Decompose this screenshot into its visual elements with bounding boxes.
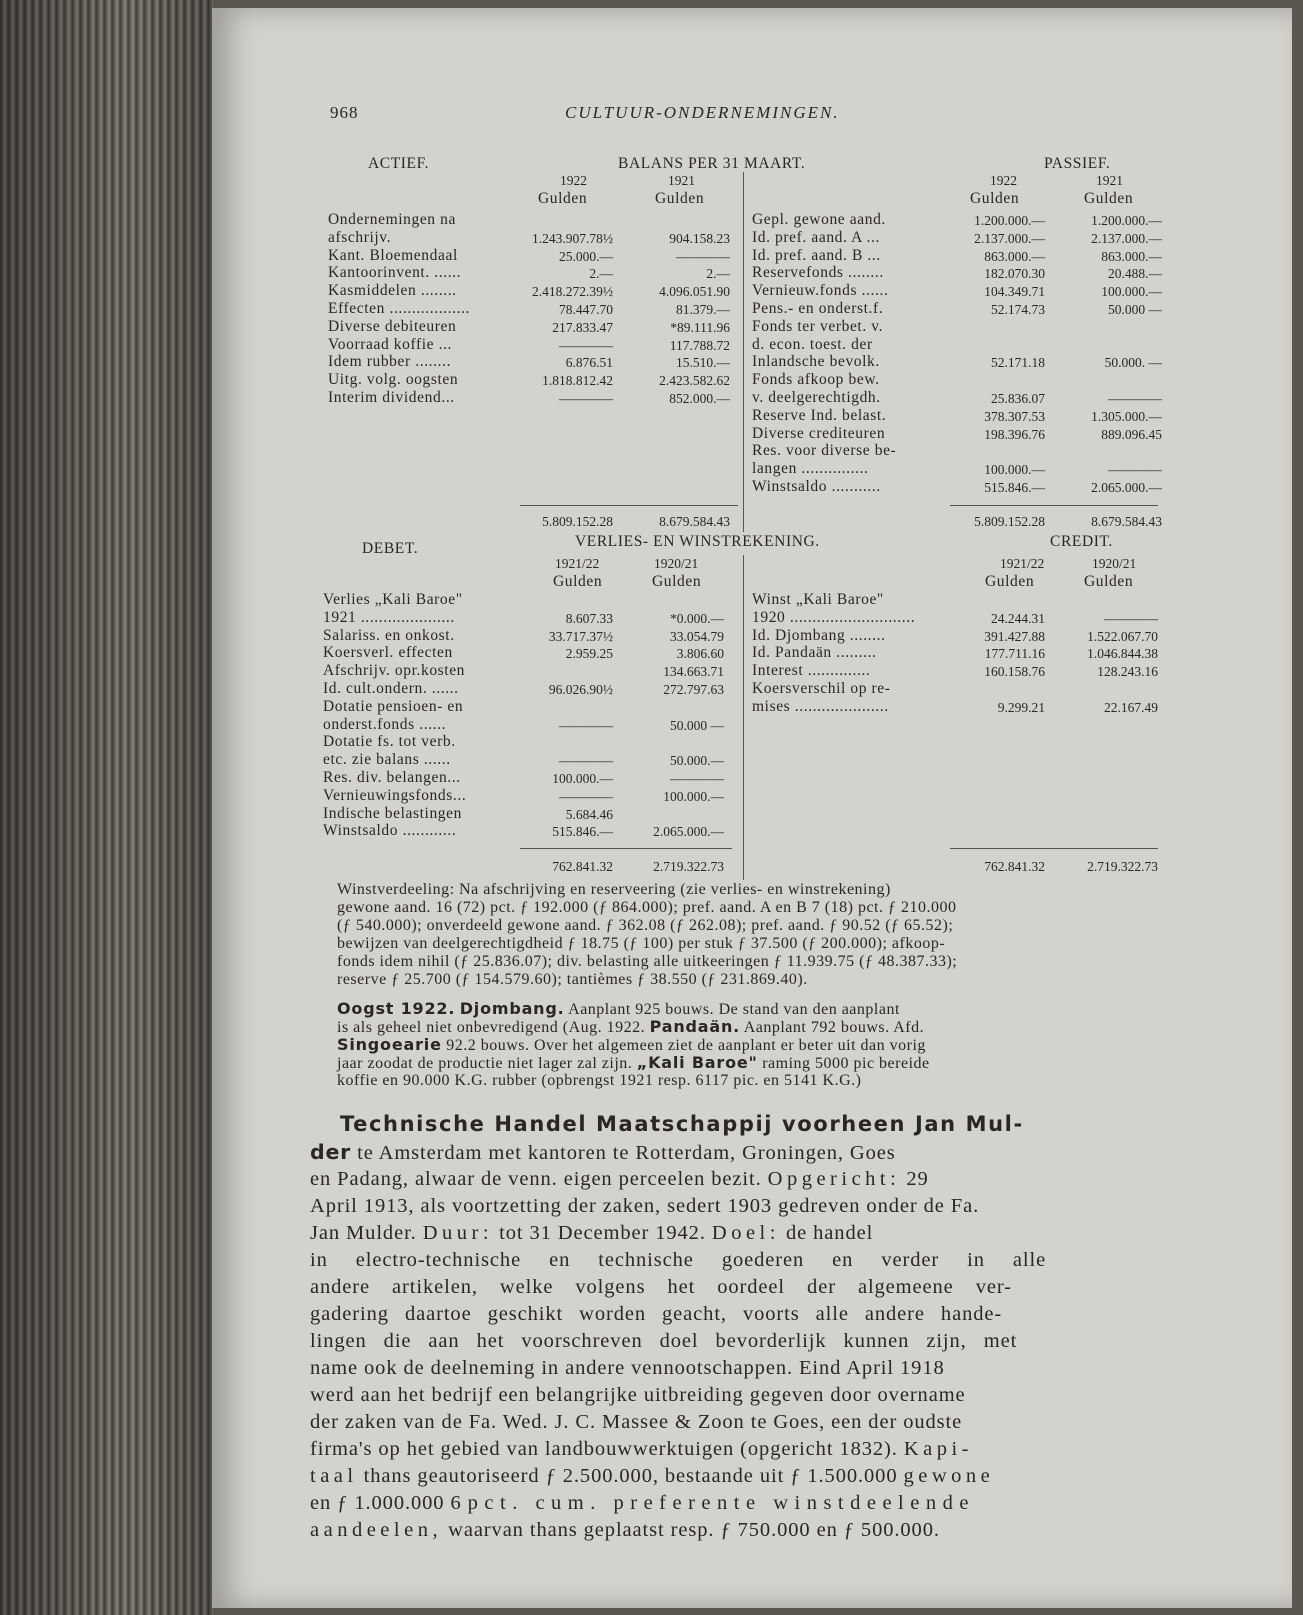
winstverdeeling-line: (ƒ 540.000); onverdeeld gewone aand. ƒ 362.08 (ƒ 262.08); pref. aand. ƒ 90.52 (ƒ 65.52); <box>337 917 954 934</box>
row-value: 9.299.21 <box>997 699 1045 715</box>
pl-total: 762.841.32 <box>984 859 1045 874</box>
row-label: Voorraad koffie ... <box>328 335 453 353</box>
row-label: Indische belastingen <box>323 804 462 822</box>
row-label: Dotatie fs. tot verb. <box>323 733 456 751</box>
row-value: 50.000 — <box>670 717 724 733</box>
winstverdeeling-line: reserve ƒ 25.700 (ƒ 154.579.60); tantièmes ƒ 38.550 (ƒ 231.869.40). <box>337 971 808 988</box>
row-value: 81.379.— <box>676 302 730 317</box>
row-value: 515.846.— <box>552 824 613 840</box>
row-value: *0.000.— <box>670 610 724 626</box>
row-label: Winstsaldo ........... <box>752 478 881 495</box>
row-value: ———— <box>559 717 613 733</box>
row-label: Reservefonds ........ <box>752 264 884 282</box>
row-value: 24.244.31 <box>991 610 1045 626</box>
col-year: 1922 <box>560 173 587 188</box>
row-label: Kasmiddelen ........ <box>328 282 457 300</box>
row-value: 2.137.000.— <box>1091 230 1162 246</box>
row-value: 1.200.000.— <box>974 213 1045 228</box>
row-value: 2.137.000.— <box>974 230 1045 246</box>
pl-title: VERLIES- EN WINSTREKENING. <box>575 533 820 550</box>
company-line: der te Amsterdam met kantoren te Rotterdam, Groningen, Goes <box>310 1140 896 1164</box>
company-line: name ook de deelneming in andere vennootschappen. Eind April 1918 <box>310 1357 945 1379</box>
row-value: 20.488.— <box>1108 266 1162 282</box>
company-line: en ƒ 1.000.000 6 pct. cum. preferente winstdeelende <box>310 1492 975 1514</box>
row-label: Fonds ter verbet. v. <box>752 317 884 335</box>
winstverdeeling-line: Winstverdeeling: Na afschrijving en reserveering (zie verlies- en winstrekening) <box>337 881 891 898</box>
row-value: 78.447.70 <box>559 302 613 317</box>
row-value: ———— <box>1108 391 1162 406</box>
running-title: CULTUUR-ONDERNEMINGEN. <box>565 103 840 122</box>
row-label: onderst.fonds ...... <box>323 715 447 733</box>
balance-total: 5.809.152.28 <box>974 514 1045 529</box>
row-value: 117.788.72 <box>669 337 730 353</box>
row-value: 15.510.— <box>676 355 730 371</box>
row-value: ———— <box>559 337 613 353</box>
page-number: 968 <box>330 103 359 122</box>
row-value: 182.070.30 <box>984 266 1045 282</box>
col-unit: Gulden <box>655 190 705 207</box>
row-value: 2.— <box>589 266 613 282</box>
row-label: Interim dividend... <box>328 389 455 406</box>
row-label: v. deelgerechtigdh. <box>752 389 881 406</box>
row-value: 50.000. — <box>1104 355 1162 371</box>
col-unit: Gulden <box>1084 190 1134 207</box>
row-label: Afschrijv. opr.kosten <box>323 662 466 680</box>
row-label: Res. div. belangen... <box>323 769 461 786</box>
row-label: 1921 ..................... <box>323 608 455 626</box>
row-value: 104.349.71 <box>984 284 1045 300</box>
col-year: 1921/22 <box>1000 556 1045 571</box>
company-line: gadering daartoe geschikt worden geacht, voorts alle andere hande- <box>310 1303 1003 1325</box>
company-line: en Padang, alwaar de venn. eigen perceelen bezit. Opgericht: 29 <box>310 1168 929 1190</box>
row-value: 2.— <box>706 266 730 282</box>
row-value: 1.046.844.38 <box>1087 646 1158 662</box>
company-line: werd aan het bedrijf een belangrijke uitbreiding gegeven door overname <box>310 1384 966 1406</box>
row-label: afschrijv. <box>328 228 392 246</box>
row-value: ———— <box>559 788 613 804</box>
row-label: Vernieuw.fonds ...... <box>752 282 889 300</box>
row-label: Id. Pandaän ......... <box>752 644 877 662</box>
row-value: 515.846.— <box>984 480 1045 495</box>
row-value: 378.307.53 <box>984 408 1045 424</box>
row-value: ———— <box>1108 462 1162 478</box>
company-line: andere artikelen, welke volgens het oordeel der algemeene ver- <box>310 1276 1012 1298</box>
row-label: Pens.- en onderst.f. <box>752 300 884 317</box>
row-value: 52.174.73 <box>991 302 1045 317</box>
row-label: Vernieuwingsfonds... <box>323 786 467 804</box>
row-value: 904.158.23 <box>669 230 730 246</box>
col-unit: Gulden <box>538 190 588 207</box>
row-value: 272.797.63 <box>663 682 724 697</box>
row-value: 177.711.16 <box>984 646 1045 662</box>
actief-heading: ACTIEF. <box>368 155 430 172</box>
row-value: 2.423.582.62 <box>659 373 730 389</box>
col-year: 1921 <box>668 173 695 188</box>
total-rule <box>950 848 1158 849</box>
row-value: 2.065.000.— <box>1091 480 1162 495</box>
row-label: Inlandsche bevolk. <box>752 353 880 371</box>
company-name: Technische Handel Maatschappij voorheen Jan Mul- <box>340 1112 1024 1136</box>
col-unit: Gulden <box>1084 573 1134 590</box>
row-value: 6.876.51 <box>565 355 613 371</box>
pl-total: 2.719.322.73 <box>1087 859 1158 874</box>
row-label: Winstsaldo ............ <box>323 822 457 840</box>
row-label: Id. pref. aand. B ... <box>752 246 881 264</box>
row-label: Interest .............. <box>752 662 871 680</box>
row-value: 8.607.33 <box>565 610 613 626</box>
winstverdeeling-line: fonds idem nihil (ƒ 25.836.07); div. belasting alle uitkeeringen ƒ 11.939.75 (ƒ 48.387.33); <box>337 953 958 970</box>
row-value: 100.000.— <box>663 788 724 804</box>
row-label: Reserve Ind. belast. <box>752 406 887 424</box>
total-rule <box>520 505 738 506</box>
row-value: 1.200.000.— <box>1091 213 1162 228</box>
col-year: 1922 <box>990 173 1017 188</box>
row-value: 1.243.907.78½ <box>532 230 613 246</box>
row-label: Ondernemingen na <box>328 211 456 228</box>
passief-heading: PASSIEF. <box>1044 155 1111 172</box>
row-value: 3.806.60 <box>676 646 724 662</box>
balans-title: BALANS PER 31 MAART. <box>618 155 806 172</box>
row-value: 33.717.37½ <box>548 628 613 644</box>
row-value: 2.065.000.— <box>653 824 724 840</box>
row-label: Effecten .................. <box>328 300 471 317</box>
row-value: 25.000.— <box>559 248 613 264</box>
row-label: mises ..................... <box>752 697 889 715</box>
row-value: *89.111.96 <box>670 319 730 335</box>
col-year: 1920/21 <box>654 556 699 571</box>
row-value: ———— <box>559 753 613 769</box>
total-rule <box>950 505 1158 506</box>
oogst-line: Oogst 1922. Djombang. Aanplant 925 bouws. De stand van den aanplant <box>337 999 900 1018</box>
row-label: Kant. Bloemendaal <box>328 246 458 264</box>
company-line: firma's op het gebied van landbouwwerktuigen (opgericht 1832). Kapi- <box>310 1438 974 1460</box>
col-year: 1920/21 <box>1092 556 1137 571</box>
row-value: 33.054.79 <box>670 628 724 644</box>
col-year: 1921/22 <box>555 556 600 571</box>
row-label: d. econ. toest. der <box>752 335 873 353</box>
row-label: Koersverschil op re- <box>752 680 891 697</box>
row-value: ———— <box>1104 610 1158 626</box>
row-value: 100.000.— <box>984 462 1045 478</box>
row-value: 128.243.16 <box>1097 664 1158 680</box>
row-value: 2.418.272.39½ <box>532 284 613 300</box>
oogst-line: jaar zoodat de productie niet lager zal zijn. „Kali Baroe" raming 5000 pic bereide <box>337 1053 930 1072</box>
balance-total: 5.809.152.28 <box>542 514 613 529</box>
row-value: 4.096.051.90 <box>659 284 730 300</box>
row-value: 217.833.47 <box>552 319 613 335</box>
row-label: Idem rubber ........ <box>328 353 452 371</box>
column-divider <box>743 172 744 532</box>
row-label: etc. zie balans ...... <box>323 751 451 769</box>
row-value: 100.000.— <box>1101 284 1162 300</box>
row-label: langen ............... <box>752 460 869 478</box>
col-unit: Gulden <box>553 573 603 590</box>
company-line: in electro-technische en technische goederen en verder in alle <box>310 1249 1047 1271</box>
row-value: 22.167.49 <box>1104 699 1158 715</box>
pl-total: 762.841.32 <box>552 859 613 874</box>
row-label: Diverse crediteuren <box>752 424 886 442</box>
total-rule <box>520 848 732 849</box>
row-value: ———— <box>670 771 724 786</box>
row-value: 2.959.25 <box>565 646 613 662</box>
col-unit: Gulden <box>985 573 1035 590</box>
row-value: 1.305.000.— <box>1091 408 1162 424</box>
row-label: 1920 ............................ <box>752 608 916 626</box>
company-line: aandeelen, waarvan thans geplaatst resp. ƒ 750.000 en ƒ 500.000. <box>310 1519 940 1541</box>
oogst-line: Singoearie 92.2 bouws. Over het algemeen ziet de aanplant er beter uit dan vorig <box>337 1035 926 1054</box>
row-label: Id. pref. aand. A ... <box>752 228 880 246</box>
winstverdeeling-line: gewone aand. 16 (72) pct. ƒ 192.000 (ƒ 864.000); pref. aand. A en B 7 (18) pct. ƒ 210.000 <box>337 899 957 916</box>
row-value: 100.000.— <box>552 771 613 786</box>
row-label: Id. Djombang ........ <box>752 626 886 644</box>
row-label: Id. cult.ondern. ...... <box>323 680 459 697</box>
balance-total: 8.679.584.43 <box>659 514 730 529</box>
row-label: Salariss. en onkost. <box>323 626 455 644</box>
row-value: 863.000.— <box>984 248 1045 264</box>
row-label: Dotatie pensioen- en <box>323 697 464 715</box>
company-line: taal thans geautoriseerd ƒ 2.500.000, bestaande uit ƒ 1.500.000 gewone <box>310 1465 995 1487</box>
row-value: 1.818.812.42 <box>542 373 613 389</box>
oogst-line: is als geheel niet onbevredigend (Aug. 1922. Pandaän. Aanplant 792 bouws. Afd. <box>337 1017 925 1036</box>
company-line: der zaken van de Fa. Wed. J. C. Massee & Zoon te Goes, een der oudste <box>310 1411 963 1433</box>
row-value: 160.158.76 <box>984 664 1045 680</box>
row-value: 198.396.76 <box>984 426 1045 442</box>
company-line: lingen die aan het voorschreven doel bevorderlijk kunnen zijn, met <box>310 1330 1018 1352</box>
row-value: 889.096.45 <box>1101 426 1162 442</box>
row-value: 50.000 — <box>1108 302 1162 317</box>
company-line: Jan Mulder. Duur: tot 31 December 1942. Doel: de handel <box>310 1222 874 1244</box>
row-value: ———— <box>559 391 613 406</box>
row-value: ———— <box>676 248 730 264</box>
row-label: Verlies „Kali Baroe" <box>323 591 463 608</box>
column-divider <box>743 555 744 880</box>
credit-heading: CREDIT. <box>1050 533 1113 550</box>
oogst-line: koffie en 90.000 K.G. rubber (opbrengst 1921 resp. 6117 pic. en 5141 K.G.) <box>337 1072 862 1089</box>
row-value: 52.171.18 <box>991 355 1045 371</box>
company-line: April 1913, als voortzetting der zaken, sedert 1903 gedreven onder de Fa. <box>310 1195 980 1217</box>
row-label: Uitg. volg. oogsten <box>328 371 459 389</box>
row-value: 25.836.07 <box>991 391 1045 406</box>
row-value: 50.000.— <box>670 753 724 769</box>
row-value: 96.026.90½ <box>548 682 613 697</box>
row-value: 134.663.71 <box>663 664 724 680</box>
row-value: 863.000.— <box>1101 248 1162 264</box>
row-label: Koersverl. effecten <box>323 644 453 662</box>
row-value: 391.427.88 <box>984 628 1045 644</box>
row-label: Diverse debiteuren <box>328 317 457 335</box>
row-value: 5.684.46 <box>565 806 613 822</box>
row-label: Fonds afkoop bew. <box>752 371 880 389</box>
winstverdeeling-line: bewijzen van deelgerechtigdheid ƒ 18.75 (ƒ 100) per stuk ƒ 37.500 (ƒ 200.000); afkoop- <box>337 935 946 952</box>
row-value: 852.000.— <box>669 391 730 406</box>
row-label: Gepl. gewone aand. <box>752 211 886 228</box>
row-value: 1.522.067.70 <box>1087 628 1158 644</box>
row-label: Winst „Kali Baroe" <box>752 591 884 608</box>
pl-total: 2.719.322.73 <box>653 859 724 874</box>
col-unit: Gulden <box>652 573 702 590</box>
row-label: Res. voor diverse be- <box>752 442 897 460</box>
debet-heading: DEBET. <box>362 540 419 557</box>
balance-total: 8.679.584.43 <box>1091 514 1162 529</box>
col-unit: Gulden <box>970 190 1020 207</box>
col-year: 1921 <box>1096 173 1123 188</box>
row-label: Kantoorinvent. ...... <box>328 264 462 282</box>
